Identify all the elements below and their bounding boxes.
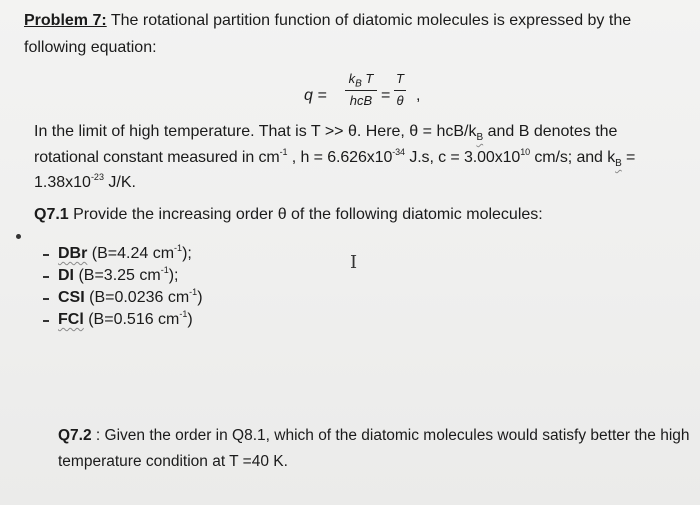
q72-line1: Q7.2 : Given the order in Q8.1, which of the diatomic molecules would satisfy better the high [58, 427, 690, 444]
list-dash [43, 254, 49, 256]
q71-question [34, 205, 543, 225]
fraction1-denominator: hcB [349, 93, 373, 108]
q72-label: Q7.2 [58, 427, 92, 444]
limit-line1: In the limit of high temperature. That is T >> θ. Here, θ = hcB/$k_B$ and B denotes the [34, 123, 618, 144]
fraction2-numerator: T [396, 71, 404, 86]
q71-label: Q7.1 [34, 206, 69, 223]
fraction2-bar [394, 90, 406, 91]
equation-comma: , [416, 87, 421, 104]
equation-lhs: q = [304, 87, 327, 104]
list-bullet-marker [16, 234, 21, 239]
problem-intro-text: The rotational partition function of diatomic molecules is expressed by the [110, 12, 632, 29]
text-cursor-icon: I [350, 252, 358, 273]
list-item: FCl (B=0.516 $cm^{-1}$) [58, 308, 193, 328]
problem-intro-line1 [24, 11, 631, 31]
list-item: DBr (B=4.24 $cm^{-1}$); [58, 242, 192, 262]
fraction1-numerator: $k_B$ T [348, 71, 374, 90]
q71-text: Provide the increasing order θ of the following diatomic molecules: [68, 206, 543, 223]
list-item: CSI (B=0.0236 $cm^{-1}$) [58, 286, 203, 306]
equation-equals: = [381, 87, 391, 104]
limit-line2: rotational constant measured in $cm^{-1}$ , $h = 6.626x10^{-34}$ J.s, $c = 3.00x10^{10}$ cm/s; and $k_B$ = [34, 146, 636, 170]
limit-line3: $1.38x10^{-23}$ J/K. [34, 171, 136, 191]
list-dash [43, 298, 49, 300]
list-item: DI (B=3.25 $cm^{-1}$); [58, 264, 179, 284]
list-dash [43, 276, 49, 278]
fraction1-bar [345, 90, 377, 91]
q72-line2: temperature condition at T =40 K. [58, 453, 288, 470]
fraction2-denominator: θ [396, 93, 404, 108]
problem-intro-line2: following equation: [24, 39, 157, 56]
problem-label: Problem 7: [24, 12, 107, 29]
list-dash [43, 320, 49, 322]
